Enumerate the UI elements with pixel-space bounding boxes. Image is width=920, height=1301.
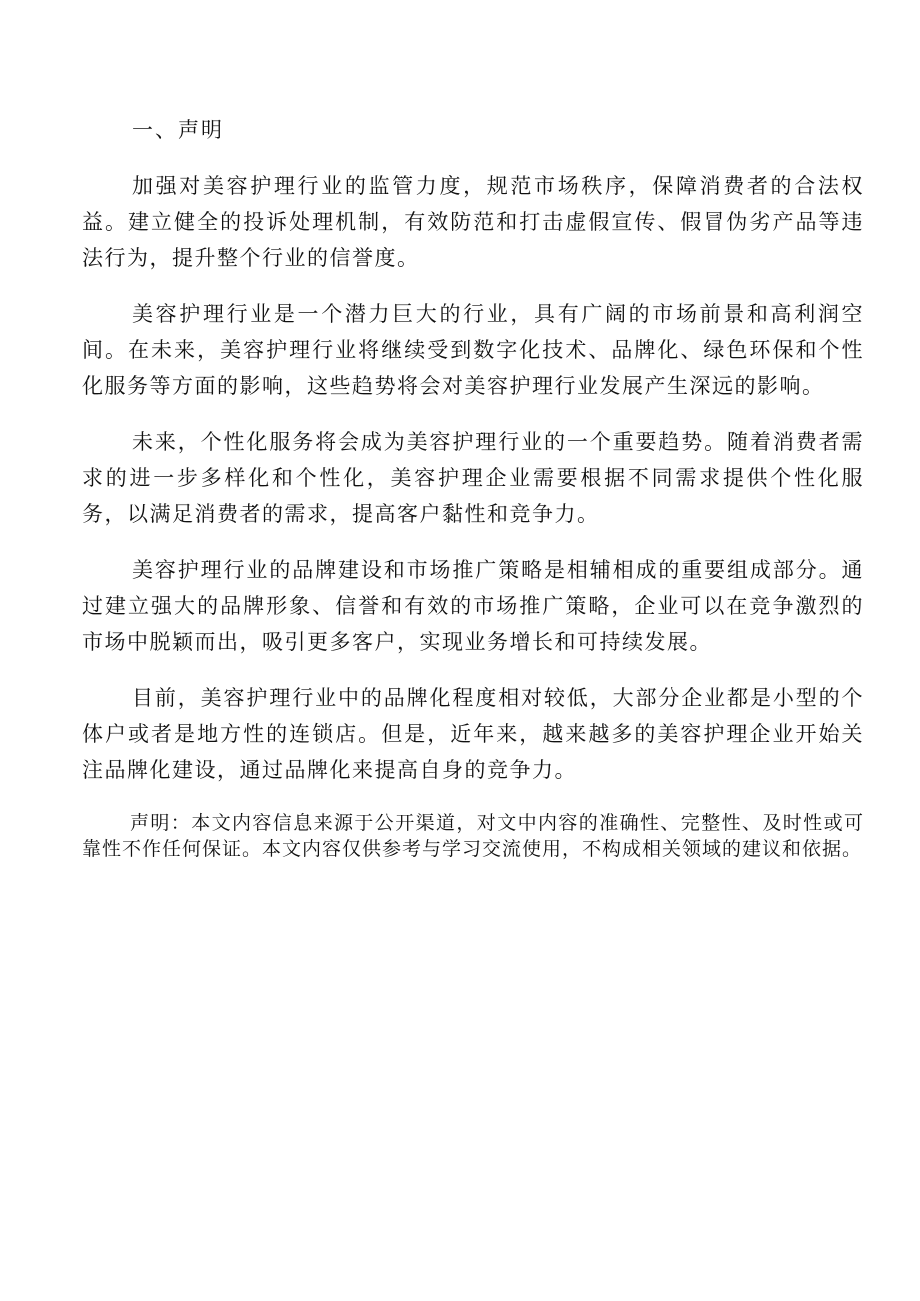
disclaimer-note: 声明：本文内容信息来源于公开渠道，对文中内容的准确性、完整性、及时性或可靠性不作任何保证。本文内容仅供参考与学习交流使用，不构成相关领域的建议和依据。 [82, 812, 864, 860]
paragraph-brand-strategy: 美容护理行业的品牌建设和市场推广策略是相辅相成的重要组成部分。通过建立强大的品牌形象、信誉和有效的市场推广策略，企业可以在竞争激烈的市场中脱颖而出，吸引更多客户，实现业务增长和可持续发展。 [82, 558, 864, 654]
paragraph-market-potential: 美容护理行业是一个潜力巨大的行业，具有广阔的市场前景和高利润空间。在未来，美容护理行业将继续受到数字化技术、品牌化、绿色环保和个性化服务等方面的影响，这些趋势将会对美容护理行业发展产生深远的影响。 [82, 302, 864, 398]
section-heading: 一、声明 [132, 118, 224, 142]
paragraph-regulation: 加强对美容护理行业的监管力度，规范市场秩序，保障消费者的合法权益。建立健全的投诉处理机制，有效防范和打击虚假宣传、假冒伪劣产品等违法行为，提升整个行业的信誉度。 [82, 174, 864, 270]
paragraph-personalization: 未来，个性化服务将会成为美容护理行业的一个重要趋势。随着消费者需求的进一步多样化和个性化，美容护理企业需要根据不同需求提供个性化服务，以满足消费者的需求，提高客户黏性和竞争力。 [82, 430, 864, 526]
paragraph-branding-status: 目前，美容护理行业中的品牌化程度相对较低，大部分企业都是小型的个体户或者是地方性的连锁店。但是，近年来，越来越多的美容护理企业开始关注品牌化建设，通过品牌化来提高自身的竞争力。 [82, 686, 864, 782]
document-body [82, 112, 864, 862]
